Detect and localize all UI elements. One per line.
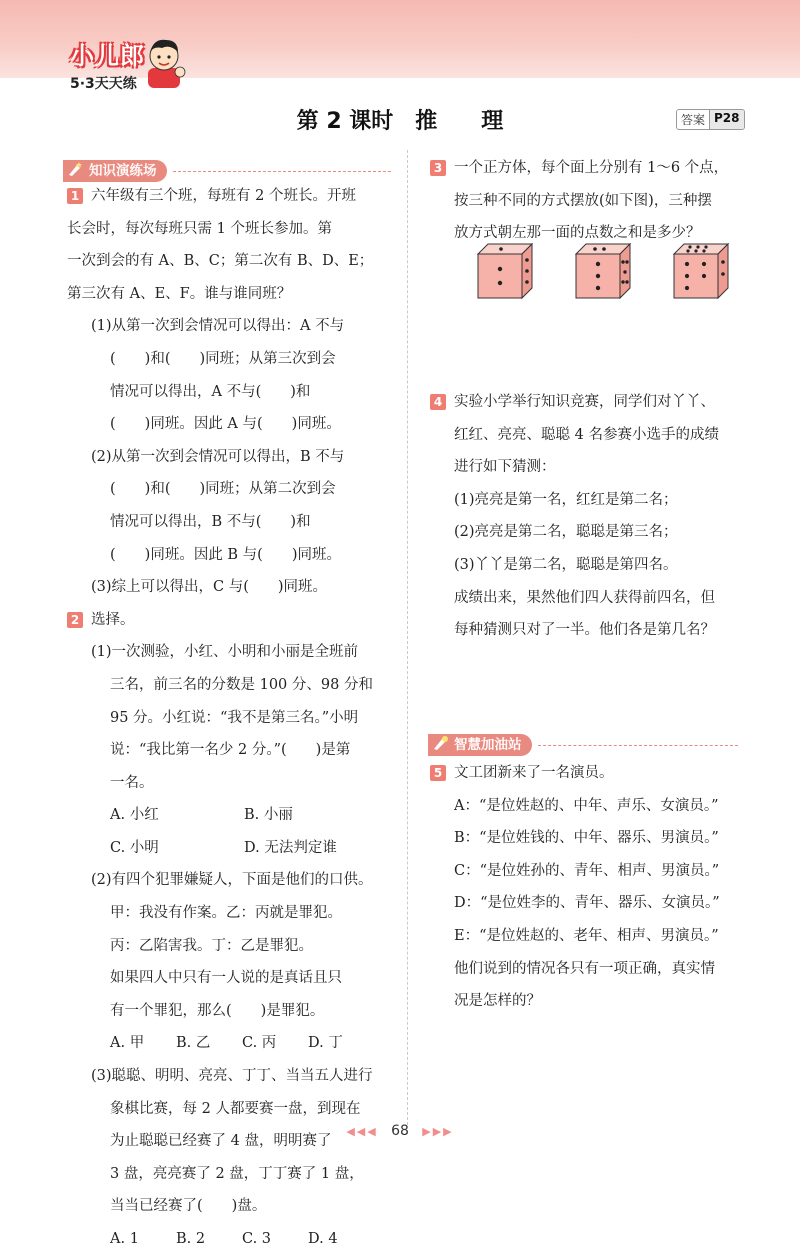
answer-page: P28 [710, 110, 744, 129]
question-text-line: 红红、亮亮、聪聪 4 名参赛小选手的成绩 [454, 426, 719, 443]
choice-option: D. 4 [308, 1231, 338, 1247]
sub-question-line: ( )同班。因此 B 与( )同班。 [110, 546, 342, 563]
sub-question-line: (3)聪聪、明明、亮亮、丁丁、当当五人进行 [91, 1068, 373, 1085]
section-practice-header [63, 160, 391, 182]
question-text-line: 一个正方体，每个面上分别有 1～6 个点， [454, 160, 729, 176]
question-number-badge: 3 [430, 160, 446, 176]
option-row [67, 802, 397, 835]
option-row [67, 1226, 397, 1259]
question-text-line: 进行如下猜测： [454, 459, 556, 476]
question-text-line: 第三次有 A、E、F。谁与谁同班？ [67, 285, 292, 302]
section-practice-title: 知识演练场 [89, 163, 157, 179]
answer-reference [676, 109, 745, 130]
section-wisdom-header [428, 734, 738, 756]
question-text-line: 六年级有三个班，每班有 2 个班长。开班 [91, 188, 356, 204]
section-wisdom-rule [538, 745, 738, 746]
statement-line: B：“是位姓钱的、中年、器乐、男演员。” [454, 830, 719, 847]
column-divider [407, 150, 408, 1125]
sub-question-line: (2)有四个犯罪嫌疑人，下面是他们的口供。 [91, 872, 373, 889]
choice-option: D. 无法判定谁 [244, 839, 337, 856]
section-practice-rule [173, 171, 391, 172]
statement-line: C：“是位姓孙的、青年、相声、男演员。” [454, 862, 720, 879]
question-number-badge: 4 [430, 394, 446, 410]
choice-option: B. 乙 [176, 1035, 211, 1052]
sub-question-line: 如果四人中只有一人说的是真话且只 [110, 970, 342, 987]
right-column-bottom [430, 760, 770, 1021]
right-column-top [430, 155, 760, 253]
brand-name: 小儿郎 [70, 42, 145, 70]
mascot-boy-icon [140, 32, 188, 88]
sub-question-line: 甲：我没有作案。乙：丙就是罪犯。 [110, 905, 342, 922]
choice-option: C. 小明 [110, 839, 159, 856]
left-column [67, 183, 397, 1259]
section-wisdom-title: 智慧加油站 [454, 737, 522, 753]
sub-question-line: (2)从第一次到会情况可以得出，B 不与 [91, 448, 345, 465]
sub-question-line: 情况可以得出，A 不与( )和 [110, 383, 311, 400]
sub-question-line: ( )和( )同班；从第二次到会 [110, 481, 336, 498]
question-4 [430, 389, 770, 650]
question-number-badge: 2 [67, 612, 83, 628]
sub-question-line: 95 分。小红说：“我不是第三名。”小明 [110, 709, 359, 726]
option-row [67, 1030, 397, 1063]
statement-line: D：“是位姓李的、青年、器乐、女演员。” [454, 895, 720, 912]
guess-line: (3)丫丫是第二名，聪聪是第四名。 [454, 556, 678, 573]
choice-option: C. 3 [242, 1231, 272, 1247]
sub-question-line: 当当已经赛了( )盘。 [110, 1198, 267, 1215]
page-footer [0, 1123, 800, 1139]
series-name: 5·3天天练 [70, 76, 137, 92]
choice-option: B. 小丽 [244, 807, 293, 824]
guess-line: (1)亮亮是第一名，红红是第二名； [454, 491, 678, 508]
question-text-line: 按三种不同的方式摆放(如下图)，三种摆 [454, 192, 712, 209]
question-3 [430, 155, 760, 253]
guess-line: (2)亮亮是第二名，聪聪是第三名； [454, 524, 678, 541]
question-text-line: 况是怎样的？ [454, 993, 541, 1010]
section-wisdom-pill [428, 734, 532, 756]
choice-option: A. 1 [110, 1231, 139, 1247]
sub-question-line: 象棋比赛，每 2 人都要赛一盘，到现在 [110, 1100, 361, 1117]
question-title: 文工团新来了一名演员。 [454, 765, 614, 781]
right-arrows-icon: ▶▶▶ [422, 1125, 454, 1138]
sub-question-line: (3)综上可以得出，C 与( )同班。 [91, 579, 328, 596]
sub-question-line: 有一个罪犯，那么( )是罪犯。 [110, 1002, 325, 1019]
question-text-line: 放方式朝左那一面的点数之和是多少？ [454, 225, 701, 242]
choice-option: A. 小红 [110, 807, 159, 824]
choice-option: C. 丙 [242, 1035, 277, 1052]
lightbulb-icon [432, 735, 450, 751]
answer-label: 答案 [677, 110, 710, 129]
sub-question-line: 说：“我比第一名少 2 分。”( )是第 [110, 742, 351, 759]
sub-question-line: 丙：乙陷害我。丁：乙是罪犯。 [110, 937, 313, 954]
question-text-line: 实验小学举行知识竞赛，同学们对丫丫、 [454, 394, 715, 410]
left-arrows-icon: ◀◀◀ [346, 1125, 378, 1138]
question-text-line: 长会时，每次每班只需 1 个班长参加。第 [67, 220, 332, 237]
lesson-title: 第 2 课时 推 理 [296, 109, 504, 134]
sub-question-line: ( )同班。因此 A 与( )同班。 [110, 416, 341, 433]
cube-icon [478, 244, 532, 298]
statement-line: E：“是位姓赵的、老年、相声、男演员。” [454, 927, 719, 944]
question-1 [67, 183, 397, 607]
sub-question-line: (1)从第一次到会情况可以得出：A 不与 [91, 318, 345, 335]
cube-icon [674, 244, 728, 298]
question-number-badge: 1 [67, 188, 83, 204]
option-row [67, 835, 397, 868]
question-text-line: 成绩出来，果然他们四人获得前四名，但 [454, 589, 715, 606]
right-column-mid [430, 389, 770, 650]
choice-option: D. 丁 [308, 1035, 343, 1052]
question-5 [430, 760, 770, 1021]
question-text-line: 一次到会的有 A、B、C；第二次有 B、D、E； [67, 253, 374, 270]
sub-question-line: ( )和( )同班；从第三次到会 [110, 350, 336, 367]
question-title: 选择。 [91, 611, 135, 628]
sub-question-line: 为止聪聪已经赛了 4 盘，明明赛了 [110, 1133, 332, 1150]
sub-question-line: (1)一次测验，小红、小明和小丽是全班前 [91, 644, 359, 661]
choice-option: A. 甲 [110, 1035, 145, 1052]
sub-question-line: 情况可以得出，B 不与( )和 [110, 513, 311, 530]
dice-figures [470, 240, 750, 302]
question-text-line: 他们说到的情况各只有一项正确，真实情 [454, 960, 715, 977]
choice-option: B. 2 [176, 1231, 206, 1247]
page-number: 68 [391, 1123, 409, 1139]
sub-question-line: 一名。 [110, 774, 154, 791]
section-practice-pill [63, 160, 167, 182]
pencil-star-icon [67, 161, 85, 177]
question-text-line: 每种猜测只对了一半。他们各是第几名？ [454, 622, 715, 639]
brand-logo [70, 36, 145, 93]
sub-question-line: 3 盘，亮亮赛了 2 盘，丁丁赛了 1 盘， [110, 1165, 364, 1182]
sub-question-line: 三名，前三名的分数是 100 分、98 分和 [110, 676, 373, 693]
question-number-badge: 5 [430, 765, 446, 781]
cube-icon [576, 244, 630, 298]
statement-line: A：“是位姓赵的、中年、声乐、女演员。” [454, 797, 719, 814]
